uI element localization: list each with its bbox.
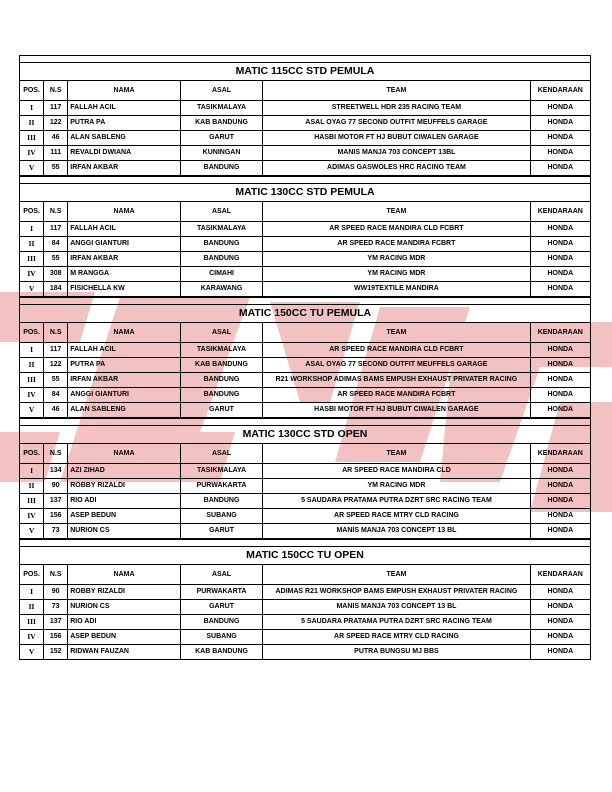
column-header-nama: NAMA — [68, 81, 181, 101]
cell-pos: III — [20, 373, 44, 388]
cell-nama: ASEP BEDUN — [68, 509, 181, 524]
cell-team: YM RACING MDR — [263, 252, 530, 267]
cell-nama: ANGGI GIANTURI — [68, 237, 181, 252]
column-header-nama: NAMA — [68, 565, 181, 585]
cell-asal: KARAWANG — [180, 282, 262, 297]
cell-kendaraan: HONDA — [530, 403, 590, 418]
cell-kendaraan: HONDA — [530, 131, 590, 146]
cell-asal: TASIKMALAYA — [180, 101, 262, 116]
cell-kendaraan: HONDA — [530, 615, 590, 630]
column-header-row — [20, 202, 591, 222]
cell-kendaraan: HONDA — [530, 388, 590, 403]
cell-kendaraan: HONDA — [530, 373, 590, 388]
category-title: MATIC 130CC STD PEMULA — [20, 184, 591, 202]
category-table — [19, 62, 591, 176]
cell-asal: GARUT — [180, 600, 262, 615]
cell-asal: PURWAKARTA — [180, 479, 262, 494]
column-header-pos: POS. — [20, 565, 44, 585]
cell-kendaraan: HONDA — [530, 358, 590, 373]
result-row — [20, 645, 591, 660]
column-header-kendaraan: KENDARAAN — [530, 202, 590, 222]
cell-kendaraan: HONDA — [530, 464, 590, 479]
cell-asal: KAB BANDUNG — [180, 116, 262, 131]
column-header-team: TEAM — [263, 202, 530, 222]
cell-nama: AZI ZIHAD — [68, 464, 181, 479]
cell-pos: III — [20, 252, 44, 267]
result-row — [20, 358, 591, 373]
result-row — [20, 509, 591, 524]
cell-asal: SUBANG — [180, 630, 262, 645]
cell-nama: FALLAH ACIL — [68, 222, 181, 237]
result-row — [20, 146, 591, 161]
cell-team: ADIMAS GASWOLES HRC RACING TEAM — [263, 161, 530, 176]
cell-nama: FALLAH ACIL — [68, 101, 181, 116]
column-header-team: TEAM — [263, 565, 530, 585]
category-table — [19, 546, 591, 660]
cell-team: MANIS MANJA 703 CONCEPT 13BL — [263, 146, 530, 161]
column-header-pos: POS. — [20, 444, 44, 464]
cell-kendaraan: HONDA — [530, 630, 590, 645]
result-row — [20, 282, 591, 297]
cell-nama: FALLAH ACIL — [68, 343, 181, 358]
cell-nama: NURION CS — [68, 600, 181, 615]
cell-team: AR SPEED RACE MANDIRA FCBRT — [263, 388, 530, 403]
category-table — [19, 304, 591, 418]
cell-asal: TASIKMALAYA — [180, 464, 262, 479]
cell-ns: 117 — [44, 101, 68, 116]
column-header-ns: N.S — [44, 444, 68, 464]
cell-kendaraan: HONDA — [530, 116, 590, 131]
cell-kendaraan: HONDA — [530, 509, 590, 524]
category-divider — [19, 176, 591, 183]
cell-team: 5 SAUDARA PRATAMA PUTRA DZRT SRC RACING TEAM — [263, 494, 530, 509]
cell-team: ASAL OYAG 77 SECOND OUTFIT MEUFFELS GARAGE — [263, 358, 530, 373]
cell-ns: 55 — [44, 373, 68, 388]
result-row — [20, 161, 591, 176]
category-divider — [19, 297, 591, 304]
cell-ns: 84 — [44, 237, 68, 252]
cell-ns: 55 — [44, 252, 68, 267]
cell-ns: 90 — [44, 479, 68, 494]
result-row — [20, 615, 591, 630]
cell-ns: 308 — [44, 267, 68, 282]
cell-nama: RIDWAN FAUZAN — [68, 645, 181, 660]
cell-kendaraan: HONDA — [530, 494, 590, 509]
cell-pos: I — [20, 464, 44, 479]
cell-nama: ANGGI GIANTURI — [68, 388, 181, 403]
column-header-pos: POS. — [20, 81, 44, 101]
cell-nama: REVALDI DWIANA — [68, 146, 181, 161]
cell-team: MANIS MANJA 703 CONCEPT 13 BL — [263, 524, 530, 539]
cell-pos: II — [20, 116, 44, 131]
result-row — [20, 101, 591, 116]
cell-kendaraan: HONDA — [530, 600, 590, 615]
cell-pos: IV — [20, 146, 44, 161]
cell-team: 5 SAUDARA PRATAMA PUTRA DZRT SRC RACING TEAM — [263, 615, 530, 630]
result-row — [20, 479, 591, 494]
cell-nama: ALAN SABLENG — [68, 403, 181, 418]
result-row — [20, 116, 591, 131]
cell-team: STREETWELL HDR 235 RACING TEAM — [263, 101, 530, 116]
cell-asal: PURWAKARTA — [180, 585, 262, 600]
result-row — [20, 267, 591, 282]
cell-kendaraan: HONDA — [530, 343, 590, 358]
result-row — [20, 630, 591, 645]
cell-nama: RIO ADI — [68, 615, 181, 630]
cell-pos: II — [20, 600, 44, 615]
cell-team: HASBI MOTOR FT HJ BUBUT CIWALEN GARAGE — [263, 131, 530, 146]
cell-nama: PUTRA PA — [68, 116, 181, 131]
cell-pos: III — [20, 615, 44, 630]
cell-pos: V — [20, 161, 44, 176]
cell-asal: GARUT — [180, 403, 262, 418]
cell-pos: IV — [20, 509, 44, 524]
cell-kendaraan: HONDA — [530, 101, 590, 116]
cell-pos: II — [20, 479, 44, 494]
cell-asal: TASIKMALAYA — [180, 343, 262, 358]
result-row — [20, 524, 591, 539]
cell-team: MANIS MANJA 703 CONCEPT 13 BL — [263, 600, 530, 615]
cell-asal: CIMAHI — [180, 267, 262, 282]
cell-team: AR SPEED RACE MANDIRA CLD — [263, 464, 530, 479]
cell-pos: V — [20, 403, 44, 418]
cell-pos: IV — [20, 267, 44, 282]
cell-team: PUTRA BUNGSU MJ BBS — [263, 645, 530, 660]
cell-nama: RIO ADI — [68, 494, 181, 509]
cell-asal: KUNINGAN — [180, 146, 262, 161]
cell-kendaraan: HONDA — [530, 645, 590, 660]
cell-ns: 46 — [44, 131, 68, 146]
column-header-kendaraan: KENDARAAN — [530, 323, 590, 343]
cell-pos: III — [20, 131, 44, 146]
column-header-row — [20, 323, 591, 343]
cell-pos: II — [20, 358, 44, 373]
cell-team: WW19TEXTILE MANDIRA — [263, 282, 530, 297]
column-header-kendaraan: KENDARAAN — [530, 444, 590, 464]
cell-ns: 73 — [44, 524, 68, 539]
cell-kendaraan: HONDA — [530, 479, 590, 494]
cell-ns: 111 — [44, 146, 68, 161]
column-header-asal: ASAL — [180, 323, 262, 343]
cell-ns: 152 — [44, 645, 68, 660]
result-row — [20, 388, 591, 403]
cell-team: AR SPEED RACE MTRY CLD RACING — [263, 630, 530, 645]
cell-nama: IRFAN AKBAR — [68, 373, 181, 388]
cell-team: ASAL OYAG 77 SECOND OUTFIT MEUFFELS GARAGE — [263, 116, 530, 131]
cell-pos: I — [20, 222, 44, 237]
cell-kendaraan: HONDA — [530, 161, 590, 176]
cell-ns: 55 — [44, 161, 68, 176]
cell-ns: 137 — [44, 494, 68, 509]
column-header-row — [20, 565, 591, 585]
cell-team: R21 WORKSHOP ADIMAS BAMS EMPUSH EXHAUST PRIVATER RACING — [263, 373, 530, 388]
result-row — [20, 237, 591, 252]
cell-asal: BANDUNG — [180, 161, 262, 176]
result-row — [20, 494, 591, 509]
column-header-pos: POS. — [20, 202, 44, 222]
cell-ns: 73 — [44, 600, 68, 615]
column-header-team: TEAM — [263, 444, 530, 464]
cell-team: AR SPEED RACE MANDIRA CLD FCBRT — [263, 222, 530, 237]
category-table — [19, 425, 591, 539]
cell-ns: 122 — [44, 116, 68, 131]
cell-kendaraan: HONDA — [530, 146, 590, 161]
column-header-row — [20, 81, 591, 101]
cell-kendaraan: HONDA — [530, 585, 590, 600]
cell-team: AR SPEED RACE MANDIRA CLD FCBRT — [263, 343, 530, 358]
cell-nama: NURION CS — [68, 524, 181, 539]
cell-kendaraan: HONDA — [530, 282, 590, 297]
cell-team: AR SPEED RACE MANDIRA FCBRT — [263, 237, 530, 252]
results-document — [19, 55, 591, 660]
cell-nama: ASEP BEDUN — [68, 630, 181, 645]
cell-asal: BANDUNG — [180, 388, 262, 403]
cell-nama: M RANGGA — [68, 267, 181, 282]
cell-pos: II — [20, 237, 44, 252]
cell-team: YM RACING MDR — [263, 479, 530, 494]
cell-pos: III — [20, 494, 44, 509]
cell-ns: 117 — [44, 343, 68, 358]
cell-ns: 46 — [44, 403, 68, 418]
cell-asal: TASIKMALAYA — [180, 222, 262, 237]
result-row — [20, 252, 591, 267]
cell-asal: BANDUNG — [180, 373, 262, 388]
column-header-nama: NAMA — [68, 444, 181, 464]
cell-pos: IV — [20, 630, 44, 645]
cell-pos: V — [20, 645, 44, 660]
column-header-ns: N.S — [44, 81, 68, 101]
column-header-ns: N.S — [44, 565, 68, 585]
cell-asal: SUBANG — [180, 509, 262, 524]
cell-asal: KAB BANDUNG — [180, 645, 262, 660]
column-header-nama: NAMA — [68, 323, 181, 343]
category-divider — [19, 539, 591, 546]
cell-kendaraan: HONDA — [530, 252, 590, 267]
column-header-ns: N.S — [44, 202, 68, 222]
result-row — [20, 403, 591, 418]
cell-ns: 156 — [44, 509, 68, 524]
category-title: MATIC 130CC STD OPEN — [20, 426, 591, 444]
result-row — [20, 464, 591, 479]
cell-ns: 122 — [44, 358, 68, 373]
cell-nama: PUTRA PA — [68, 358, 181, 373]
column-header-ns: N.S — [44, 323, 68, 343]
column-header-team: TEAM — [263, 323, 530, 343]
column-header-nama: NAMA — [68, 202, 181, 222]
cell-asal: GARUT — [180, 131, 262, 146]
result-row — [20, 222, 591, 237]
column-header-asal: ASAL — [180, 202, 262, 222]
cell-nama: IRFAN AKBAR — [68, 252, 181, 267]
column-header-kendaraan: KENDARAAN — [530, 81, 590, 101]
cell-team: YM RACING MDR — [263, 267, 530, 282]
column-header-row — [20, 444, 591, 464]
column-header-asal: ASAL — [180, 565, 262, 585]
result-row — [20, 373, 591, 388]
cell-team: HASBI MOTOR FT HJ BUBUT CIWALEN GARAGE — [263, 403, 530, 418]
cell-kendaraan: HONDA — [530, 267, 590, 282]
result-row — [20, 343, 591, 358]
cell-kendaraan: HONDA — [530, 237, 590, 252]
cell-team: AR SPEED RACE MTRY CLD RACING — [263, 509, 530, 524]
cell-asal: BANDUNG — [180, 615, 262, 630]
cell-nama: ALAN SABLENG — [68, 131, 181, 146]
category-divider — [19, 418, 591, 425]
cell-team: ADIMAS R21 WORKSHOP BAMS EMPUSH EXHAUST PRIVATER RACING — [263, 585, 530, 600]
cell-pos: I — [20, 585, 44, 600]
cell-ns: 134 — [44, 464, 68, 479]
category-title: MATIC 150CC TU OPEN — [20, 547, 591, 565]
category-table — [19, 183, 591, 297]
category-title: MATIC 115CC STD PEMULA — [20, 63, 591, 81]
cell-ns: 117 — [44, 222, 68, 237]
cell-nama: IRFAN AKBAR — [68, 161, 181, 176]
category-title: MATIC 150CC TU PEMULA — [20, 305, 591, 323]
cell-asal: BANDUNG — [180, 252, 262, 267]
result-row — [20, 585, 591, 600]
cell-asal: GARUT — [180, 524, 262, 539]
cell-kendaraan: HONDA — [530, 222, 590, 237]
column-header-asal: ASAL — [180, 444, 262, 464]
cell-ns: 184 — [44, 282, 68, 297]
cell-asal: BANDUNG — [180, 494, 262, 509]
column-header-team: TEAM — [263, 81, 530, 101]
cell-nama: ROBBY RIZALDI — [68, 585, 181, 600]
cell-ns: 84 — [44, 388, 68, 403]
cell-pos: I — [20, 343, 44, 358]
result-row — [20, 600, 591, 615]
cell-asal: KAB BANDUNG — [180, 358, 262, 373]
cell-ns: 90 — [44, 585, 68, 600]
top-divider — [19, 55, 591, 62]
category-list — [19, 62, 591, 660]
cell-pos: I — [20, 101, 44, 116]
cell-pos: IV — [20, 388, 44, 403]
cell-nama: FISICHELLA KW — [68, 282, 181, 297]
cell-pos: V — [20, 524, 44, 539]
cell-ns: 156 — [44, 630, 68, 645]
column-header-kendaraan: KENDARAAN — [530, 565, 590, 585]
column-header-pos: POS. — [20, 323, 44, 343]
column-header-asal: ASAL — [180, 81, 262, 101]
cell-ns: 137 — [44, 615, 68, 630]
cell-asal: BANDUNG — [180, 237, 262, 252]
result-row — [20, 131, 591, 146]
cell-pos: V — [20, 282, 44, 297]
cell-nama: ROBBY RIZALDI — [68, 479, 181, 494]
cell-kendaraan: HONDA — [530, 524, 590, 539]
